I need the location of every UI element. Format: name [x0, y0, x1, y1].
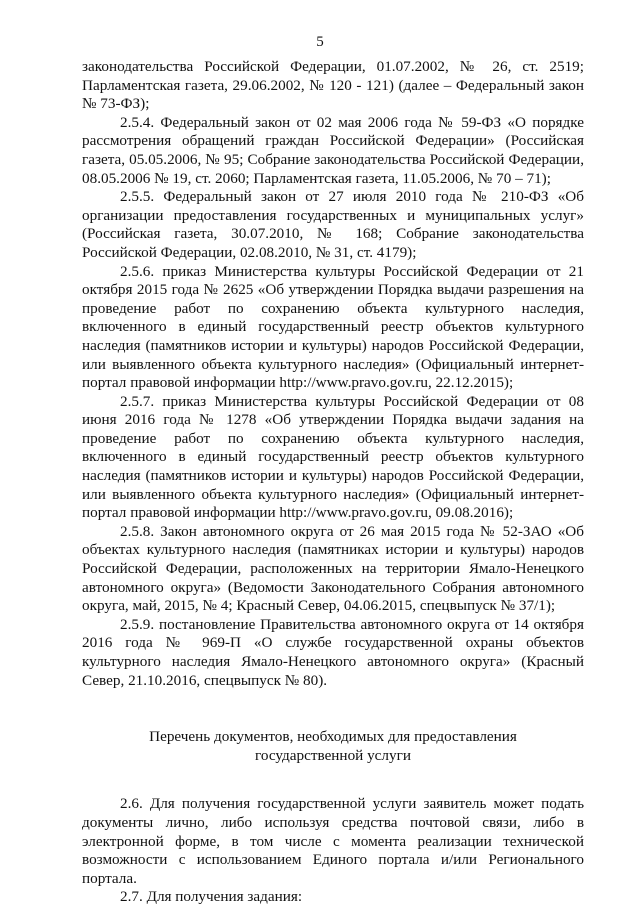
- paragraph-2-5-4: 2.5.4. Федеральный закон от 02 мая 2006 года № 59-ФЗ «О порядке рассмотрения обращений граждан Российской Федерации» (Российская газета, 05.05.2006, № 95; Собрание законодательства Российской Федерации, 08.05.2006 № 19, ст. 2060; Парламентская газета, 11.05.2006, № 70 – 71);: [82, 113, 584, 187]
- section-heading: [82, 728, 584, 765]
- paragraph-2-5-7: 2.5.7. приказ Министерства культуры Российской Федерации от 08 июня 2016 года № 1278 «Об утверждении Порядка выдачи задания на проведение работ по сохранению объекта культурного наследия, включенного в единый государственный реестр объектов культурного наследия (памятников истории и культуры) народов Российской Федерации, или выявленного объекта культурного наследия» (Официальный интернет-портал правовой информации http://www.pravo.gov.ru, 09.08.2016);: [82, 392, 584, 522]
- paragraph-2-5-8: 2.5.8. Закон автономного округа от 26 мая 2015 года № 52-ЗАО «Об объектах культурного наследия (памятниках истории и культуры) народов Российской Федерации, расположенных на территории Ямало-Ненецкого автономного округа» (Ведомости Законодательного Собрания автономного округа, май, 2015, № 4; Красный Север, 04.06.2015, спецвыпуск № 37/1);: [82, 522, 584, 615]
- document-body: [82, 58, 584, 907]
- section-heading-line-1: Перечень документов, необходимых для предоставления: [149, 728, 517, 746]
- paragraph-2-6: 2.6. Для получения государственной услуги заявитель может подать документы лично, либо используя средства почтовой связи, либо в электронной форме, в том числе с момента реализации технической возможности с использованием Единого портала и/или Регионального портала.: [82, 795, 584, 887]
- section-heading-line-2: государственной услуги: [255, 746, 411, 764]
- paragraph-law-73-fz-continuation: законодательства Российской Федерации, 01.07.2002, № 26, ст. 2519; Парламентская газета, 29.06.2002, № 120 - 121) (далее – Федеральный закон № 73-ФЗ);: [82, 58, 584, 113]
- paragraph-2-7: 2.7. Для получения задания:: [120, 888, 303, 906]
- paragraph-2-5-5: 2.5.5. Федеральный закон от 27 июля 2010 года № 210-ФЗ «Об организации предоставления государственных и муниципальных услуг» (Российская газета, 30.07.2010, № 168; Собрание законодательства Российской Федерации, 02.08.2010, № 31, ст. 4179);: [82, 188, 584, 261]
- paragraph-2-5-6: 2.5.6. приказ Министерства культуры Российской Федерации от 21 октября 2015 года № 2625 «Об утверждении Порядка выдачи разрешения на проведение работ по сохранению объекта культурного наследия, включенного в единый государственный реестр объектов культурного наследия (памятников истории и культуры) народов Российской Федерации, или выявленного объекта культурного наследия» (Официальный интернет-портал правовой информации http://www.pravo.gov.ru, 22.12.2015);: [82, 262, 584, 392]
- paragraph-2-5-9: 2.5.9. постановление Правительства автономного округа от 14 октября 2016 года № 969-П «О службе государственной охраны объектов культурного наследия Ямало-Ненецкого автономного округа» (Красный Север, 21.10.2016, спецвыпуск № 80).: [82, 615, 584, 689]
- page-number: 5: [316, 34, 324, 50]
